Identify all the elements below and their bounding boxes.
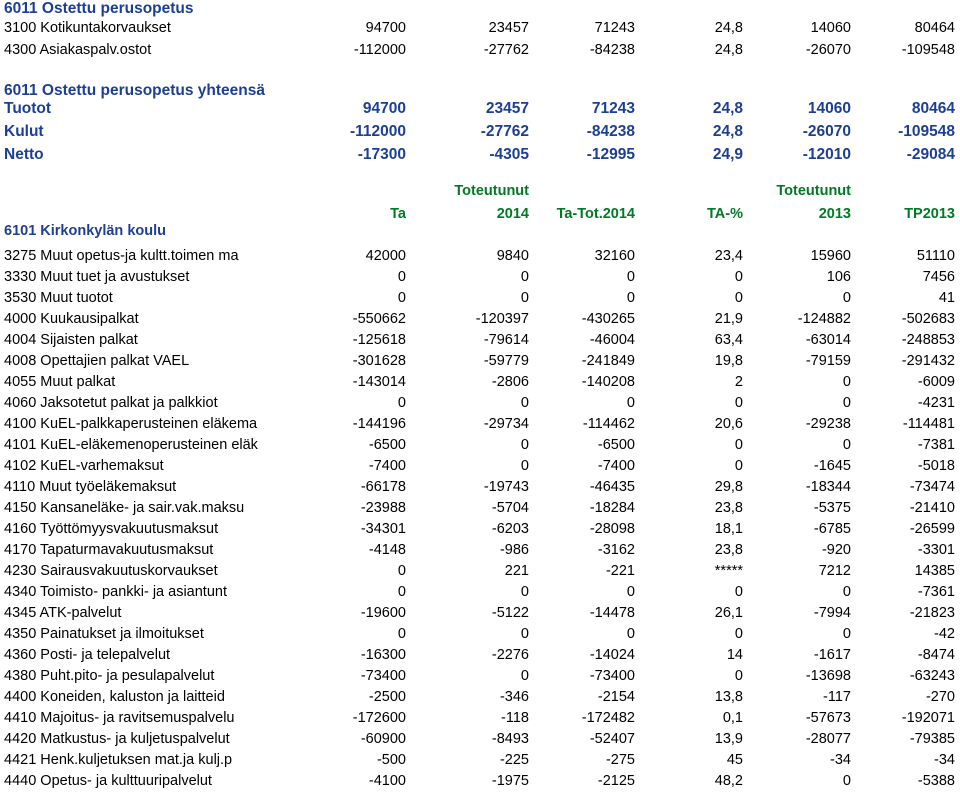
cell-ta-tot: -46004 bbox=[589, 332, 635, 348]
table-row bbox=[0, 497, 960, 519]
cell-tp2013: -4231 bbox=[917, 395, 955, 411]
cell-ta: -19600 bbox=[360, 605, 406, 621]
cell-ta-pct: 13,9 bbox=[714, 731, 743, 747]
cell-toteutunut-2014: -8493 bbox=[491, 731, 529, 747]
cell-ta-tot: 0 bbox=[626, 626, 635, 642]
header-ta: Ta bbox=[390, 206, 406, 222]
table-row bbox=[0, 17, 960, 39]
cell-ta-tot: -14478 bbox=[589, 605, 635, 621]
cell-ta: 42000 bbox=[365, 248, 406, 264]
cell-ta-tot: 71243 bbox=[591, 100, 635, 117]
cell-tp2013: -21823 bbox=[909, 605, 955, 621]
table-row bbox=[0, 371, 960, 393]
cell-ta-pct: 23,8 bbox=[714, 500, 743, 516]
cell-toteutunut-2013: 0 bbox=[842, 773, 851, 789]
row-label: 3275 Muut opetus-ja kultt.toimen ma bbox=[4, 248, 239, 264]
cell-toteutunut-2014: 0 bbox=[520, 437, 529, 453]
cell-toteutunut-2014: -19743 bbox=[483, 479, 529, 495]
cell-tp2013: -3301 bbox=[917, 542, 955, 558]
cell-toteutunut-2014: 0 bbox=[520, 290, 529, 306]
cell-toteutunut-2013: -34 bbox=[830, 752, 851, 768]
cell-ta-tot: -2154 bbox=[597, 689, 635, 705]
cell-toteutunut-2013: 0 bbox=[842, 437, 851, 453]
header-ta-tot: Ta-Tot.2014 bbox=[556, 206, 635, 222]
row-label: 3100 Kotikuntakorvaukset bbox=[4, 20, 171, 36]
cell-toteutunut-2014: -225 bbox=[499, 752, 529, 768]
cell-tp2013: -7381 bbox=[917, 437, 955, 453]
cell-toteutunut-2014: 0 bbox=[520, 269, 529, 285]
cell-ta: 94700 bbox=[362, 100, 406, 117]
cell-ta-pct: 0 bbox=[734, 626, 743, 642]
row-label: 4300 Asiakaspalv.ostot bbox=[4, 42, 152, 58]
cell-toteutunut-2013: 0 bbox=[842, 626, 851, 642]
cell-toteutunut-2013: -124882 bbox=[797, 311, 851, 327]
row-label: 4102 KuEL-varhemaksut bbox=[4, 458, 164, 474]
cell-ta-tot: 0 bbox=[626, 269, 635, 285]
cell-toteutunut-2013: -26070 bbox=[802, 123, 851, 140]
cell-ta: -60900 bbox=[360, 731, 406, 747]
cell-tp2013: -192071 bbox=[901, 710, 955, 726]
cell-toteutunut-2014: -6203 bbox=[491, 521, 529, 537]
table-row bbox=[0, 518, 960, 540]
cell-ta-tot: -275 bbox=[605, 752, 635, 768]
cell-toteutunut-2013: -117 bbox=[823, 689, 851, 705]
cell-ta-pct: 13,8 bbox=[714, 689, 743, 705]
cell-ta-tot: -172482 bbox=[581, 710, 635, 726]
cell-toteutunut-2014: -4305 bbox=[489, 146, 529, 163]
cell-toteutunut-2014: 0 bbox=[520, 458, 529, 474]
cell-ta-tot: -430265 bbox=[581, 311, 635, 327]
table-row bbox=[0, 121, 960, 143]
cell-ta: -144196 bbox=[352, 416, 406, 432]
cell-toteutunut-2014: -27762 bbox=[480, 123, 529, 140]
table-row bbox=[0, 644, 960, 666]
table-row bbox=[0, 287, 960, 309]
table-row bbox=[0, 686, 960, 708]
cell-toteutunut-2014: 0 bbox=[520, 584, 529, 600]
header-2013: 2013 bbox=[818, 206, 851, 222]
section-title: 6101 Kirkonkylän koulu bbox=[4, 223, 166, 239]
row-label: 4400 Koneiden, kaluston ja laitteid bbox=[4, 689, 225, 705]
cell-toteutunut-2013: -5375 bbox=[813, 500, 851, 516]
cell-ta-pct: 0 bbox=[734, 437, 743, 453]
row-label: Tuotot bbox=[4, 100, 52, 117]
cell-tp2013: -73474 bbox=[909, 479, 955, 495]
cell-ta-pct: 0 bbox=[734, 269, 743, 285]
cell-ta-tot: -14024 bbox=[589, 647, 635, 663]
cell-ta: -7400 bbox=[368, 458, 406, 474]
cell-ta: -17300 bbox=[357, 146, 406, 163]
cell-ta: -143014 bbox=[352, 374, 406, 390]
row-label: 4230 Sairausvakuutuskorvaukset bbox=[4, 563, 218, 579]
row-label: Kulut bbox=[4, 123, 44, 140]
cell-ta-pct: 48,2 bbox=[714, 773, 743, 789]
cell-toteutunut-2013: -57673 bbox=[805, 710, 851, 726]
cell-ta: -125618 bbox=[352, 332, 406, 348]
cell-tp2013: -5388 bbox=[917, 773, 955, 789]
table-row bbox=[0, 707, 960, 729]
header-toteutunut-2013: Toteutunut bbox=[776, 183, 851, 199]
cell-toteutunut-2014: -5704 bbox=[491, 500, 529, 516]
header-2014: 2014 bbox=[496, 206, 529, 222]
row-label: 4420 Matkustus- ja kuljetuspalvelut bbox=[4, 731, 230, 747]
cell-ta-tot: -46435 bbox=[589, 479, 635, 495]
cell-ta-pct: 26,1 bbox=[714, 605, 743, 621]
cell-tp2013: -291432 bbox=[901, 353, 955, 369]
row-label: 4004 Sijaisten palkat bbox=[4, 332, 138, 348]
cell-tp2013: -21410 bbox=[909, 500, 955, 516]
cell-ta-tot: -28098 bbox=[589, 521, 635, 537]
table-row bbox=[0, 665, 960, 687]
row-label: 4410 Majoitus- ja ravitsemuspalvelu bbox=[4, 710, 235, 726]
cell-tp2013: 14385 bbox=[914, 563, 955, 579]
cell-toteutunut-2013: -79159 bbox=[805, 353, 851, 369]
cell-toteutunut-2013: -12010 bbox=[802, 146, 851, 163]
cell-toteutunut-2013: 0 bbox=[842, 395, 851, 411]
cell-ta-pct: 0 bbox=[734, 290, 743, 306]
cell-ta-tot: 0 bbox=[626, 584, 635, 600]
row-label: 4345 ATK-palvelut bbox=[4, 605, 122, 621]
row-label: 3530 Muut tuotot bbox=[4, 290, 113, 306]
cell-ta-tot: -3162 bbox=[597, 542, 635, 558]
row-label: 4101 KuEL-eläkemenoperusteinen eläk bbox=[4, 437, 258, 453]
table-row bbox=[0, 455, 960, 477]
cell-ta: 94700 bbox=[365, 20, 406, 36]
cell-ta-pct: 63,4 bbox=[714, 332, 743, 348]
cell-ta: -73400 bbox=[360, 668, 406, 684]
row-label: 4110 Muut työeläkemaksut bbox=[4, 479, 177, 495]
table-row bbox=[0, 581, 960, 603]
table-row bbox=[0, 602, 960, 624]
row-label: 4340 Toimisto- pankki- ja asiantunt bbox=[4, 584, 227, 600]
cell-tp2013: -7361 bbox=[917, 584, 955, 600]
cell-ta-pct: 14 bbox=[726, 647, 743, 663]
cell-ta-pct: 0 bbox=[734, 584, 743, 600]
cell-tp2013: -42 bbox=[934, 626, 955, 642]
row-label: 4160 Työttömyysvakuutusmaksut bbox=[4, 521, 219, 537]
cell-ta-pct: ***** bbox=[714, 563, 743, 579]
cell-tp2013: -8474 bbox=[917, 647, 955, 663]
cell-tp2013: -502683 bbox=[901, 311, 955, 327]
cell-toteutunut-2014: -346 bbox=[499, 689, 529, 705]
cell-toteutunut-2014: 0 bbox=[520, 668, 529, 684]
cell-ta: 0 bbox=[397, 269, 406, 285]
cell-ta-pct: 24,8 bbox=[714, 20, 743, 36]
table-row bbox=[0, 245, 960, 267]
row-label: 4060 Jaksotetut palkat ja palkkiot bbox=[4, 395, 218, 411]
cell-ta-pct: 23,4 bbox=[714, 248, 743, 264]
row-label: 4170 Tapaturmavakuutusmaksut bbox=[4, 542, 214, 558]
cell-ta: 0 bbox=[397, 563, 406, 579]
cell-tp2013: 41 bbox=[938, 290, 955, 306]
table-row bbox=[0, 623, 960, 645]
cell-ta-tot: -52407 bbox=[589, 731, 635, 747]
section-6101-title-row bbox=[0, 220, 960, 242]
row-label: 4055 Muut palkat bbox=[4, 374, 116, 390]
cell-tp2013: -114481 bbox=[902, 416, 955, 432]
cell-toteutunut-2013: 0 bbox=[842, 584, 851, 600]
row-label: 4000 Kuukausipalkat bbox=[4, 311, 139, 327]
cell-ta-pct: 0 bbox=[734, 668, 743, 684]
cell-ta-pct: 0,1 bbox=[722, 710, 743, 726]
table-row bbox=[0, 434, 960, 456]
cell-ta-pct: 19,8 bbox=[714, 353, 743, 369]
cell-ta: 0 bbox=[397, 290, 406, 306]
cell-ta: -500 bbox=[376, 752, 406, 768]
cell-toteutunut-2014: 0 bbox=[520, 626, 529, 642]
cell-toteutunut-2013: -13698 bbox=[805, 668, 851, 684]
cell-toteutunut-2013: -18344 bbox=[805, 479, 851, 495]
summary-title: 6011 Ostettu perusopetus yhteensä bbox=[4, 82, 266, 99]
table-row bbox=[0, 39, 960, 61]
cell-ta: -301628 bbox=[352, 353, 406, 369]
cell-toteutunut-2014: 23457 bbox=[488, 20, 529, 36]
cell-ta: -66178 bbox=[360, 479, 406, 495]
cell-toteutunut-2014: -118 bbox=[501, 710, 529, 726]
cell-ta-tot: -221 bbox=[605, 563, 635, 579]
cell-toteutunut-2013: -920 bbox=[821, 542, 851, 558]
header-toteutunut-2014: Toteutunut bbox=[454, 183, 529, 199]
cell-ta-pct: 2 bbox=[734, 374, 743, 390]
row-label: 4380 Puht.pito- ja pesulapalvelut bbox=[4, 668, 215, 684]
cell-tp2013: -79385 bbox=[909, 731, 955, 747]
section-title: 6011 Ostettu perusopetus bbox=[4, 0, 194, 17]
cell-toteutunut-2013: 106 bbox=[826, 269, 851, 285]
cell-toteutunut-2014: -59779 bbox=[483, 353, 529, 369]
table-row bbox=[0, 308, 960, 330]
cell-toteutunut-2013: 14060 bbox=[810, 20, 851, 36]
cell-ta: 0 bbox=[397, 626, 406, 642]
cell-ta-tot: -6500 bbox=[597, 437, 635, 453]
cell-toteutunut-2013: -1617 bbox=[813, 647, 851, 663]
cell-toteutunut-2014: -1975 bbox=[491, 773, 529, 789]
cell-tp2013: 80464 bbox=[911, 100, 955, 117]
table-row bbox=[0, 392, 960, 414]
cell-toteutunut-2013: -28077 bbox=[805, 731, 851, 747]
cell-toteutunut-2013: -1645 bbox=[813, 458, 851, 474]
cell-ta-tot: 0 bbox=[626, 290, 635, 306]
cell-ta-pct: 18,1 bbox=[714, 521, 743, 537]
cell-tp2013: -5018 bbox=[917, 458, 955, 474]
cell-ta: -4148 bbox=[368, 542, 406, 558]
table-row bbox=[0, 329, 960, 351]
row-label: 4100 KuEL-palkkaperusteinen eläkema bbox=[4, 416, 258, 432]
cell-ta-tot: 71243 bbox=[594, 20, 635, 36]
table-row bbox=[0, 560, 960, 582]
cell-toteutunut-2014: -29734 bbox=[483, 416, 529, 432]
table-row bbox=[0, 413, 960, 435]
cell-ta-pct: 0 bbox=[734, 458, 743, 474]
cell-ta-pct: 21,9 bbox=[714, 311, 743, 327]
row-label: Netto bbox=[4, 146, 44, 163]
table-row bbox=[0, 539, 960, 561]
table-row bbox=[0, 98, 960, 120]
cell-toteutunut-2014: 0 bbox=[520, 395, 529, 411]
cell-ta-tot: -241849 bbox=[581, 353, 635, 369]
cell-toteutunut-2014: 23457 bbox=[485, 100, 529, 117]
cell-ta-pct: 24,9 bbox=[712, 146, 743, 163]
table-row bbox=[0, 350, 960, 372]
table-row bbox=[0, 476, 960, 498]
cell-tp2013: -109548 bbox=[898, 123, 955, 140]
cell-toteutunut-2013: -29238 bbox=[805, 416, 851, 432]
cell-ta: -34301 bbox=[360, 521, 406, 537]
cell-ta-tot: -114462 bbox=[582, 416, 635, 432]
cell-ta: 0 bbox=[397, 584, 406, 600]
cell-toteutunut-2013: 7212 bbox=[818, 563, 851, 579]
row-label: 3330 Muut tuet ja avustukset bbox=[4, 269, 190, 285]
cell-ta: -4100 bbox=[368, 773, 406, 789]
cell-ta-tot: 32160 bbox=[594, 248, 635, 264]
table-row bbox=[0, 266, 960, 288]
cell-ta-pct: 45 bbox=[726, 752, 743, 768]
header-tp2013: TP2013 bbox=[904, 206, 955, 222]
cell-tp2013: -248853 bbox=[901, 332, 955, 348]
cell-toteutunut-2014: 221 bbox=[504, 563, 529, 579]
cell-tp2013: 80464 bbox=[914, 20, 955, 36]
cell-tp2013: -34 bbox=[934, 752, 955, 768]
row-label: 4150 Kansaneläke- ja sair.vak.maksu bbox=[4, 500, 245, 516]
header-ta-pct: TA-% bbox=[707, 206, 743, 222]
cell-ta: -23988 bbox=[360, 500, 406, 516]
table-row bbox=[0, 144, 960, 166]
cell-toteutunut-2014: -986 bbox=[499, 542, 529, 558]
table-row bbox=[0, 770, 960, 792]
cell-tp2013: -26599 bbox=[909, 521, 955, 537]
row-label: 4421 Henk.kuljetuksen mat.ja kulj.p bbox=[4, 752, 233, 768]
cell-ta-tot: -84238 bbox=[586, 123, 635, 140]
cell-ta-tot: -18284 bbox=[589, 500, 635, 516]
cell-toteutunut-2013: -26070 bbox=[805, 42, 851, 58]
cell-toteutunut-2013: 15960 bbox=[810, 248, 851, 264]
cell-toteutunut-2014: -2276 bbox=[491, 647, 529, 663]
cell-tp2013: -63243 bbox=[909, 668, 955, 684]
cell-tp2013: -6009 bbox=[917, 374, 955, 390]
cell-toteutunut-2013: 0 bbox=[842, 374, 851, 390]
row-label: 4350 Painatukset ja ilmoitukset bbox=[4, 626, 204, 642]
cell-ta: -112000 bbox=[353, 42, 406, 58]
cell-ta: -16300 bbox=[360, 647, 406, 663]
cell-tp2013: -109548 bbox=[901, 42, 955, 58]
cell-ta-pct: 24,8 bbox=[714, 42, 743, 58]
cell-ta-pct: 29,8 bbox=[714, 479, 743, 495]
cell-ta-pct: 23,8 bbox=[714, 542, 743, 558]
cell-ta-tot: -140208 bbox=[581, 374, 635, 390]
cell-tp2013: 7456 bbox=[922, 269, 955, 285]
cell-ta-tot: -2125 bbox=[597, 773, 635, 789]
cell-ta-tot: 0 bbox=[626, 395, 635, 411]
cell-ta-tot: -84238 bbox=[589, 42, 635, 58]
cell-ta: -172600 bbox=[352, 710, 406, 726]
header-row-top bbox=[0, 180, 960, 202]
cell-toteutunut-2013: -7994 bbox=[813, 605, 851, 621]
cell-toteutunut-2014: 9840 bbox=[496, 248, 529, 264]
cell-ta: -6500 bbox=[368, 437, 406, 453]
cell-toteutunut-2014: -2806 bbox=[491, 374, 529, 390]
cell-ta-pct: 24,8 bbox=[712, 100, 743, 117]
table-row bbox=[0, 749, 960, 771]
row-label: 4008 Opettajien palkat VAEL bbox=[4, 353, 190, 369]
cell-toteutunut-2013: 0 bbox=[842, 290, 851, 306]
table-row bbox=[0, 728, 960, 750]
row-label: 4360 Posti- ja telepalvelut bbox=[4, 647, 171, 663]
cell-ta: 0 bbox=[397, 395, 406, 411]
cell-ta-tot: -73400 bbox=[589, 668, 635, 684]
cell-toteutunut-2014: -79614 bbox=[483, 332, 529, 348]
cell-ta-tot: -12995 bbox=[586, 146, 635, 163]
cell-toteutunut-2014: -27762 bbox=[483, 42, 529, 58]
cell-tp2013: -270 bbox=[925, 689, 955, 705]
cell-toteutunut-2013: -6785 bbox=[813, 521, 851, 537]
cell-ta-pct: 0 bbox=[734, 395, 743, 411]
cell-toteutunut-2014: -120397 bbox=[475, 311, 529, 327]
cell-ta: -550662 bbox=[352, 311, 406, 327]
cell-tp2013: 51110 bbox=[916, 248, 955, 264]
cell-tp2013: -29084 bbox=[906, 146, 955, 163]
cell-ta: -112000 bbox=[349, 123, 406, 140]
cell-ta-tot: -7400 bbox=[597, 458, 635, 474]
cell-ta: -2500 bbox=[368, 689, 406, 705]
cell-toteutunut-2013: -63014 bbox=[805, 332, 851, 348]
cell-ta-pct: 24,8 bbox=[712, 123, 743, 140]
row-label: 4440 Opetus- ja kulttuuripalvelut bbox=[4, 773, 212, 789]
cell-toteutunut-2013: 14060 bbox=[807, 100, 851, 117]
cell-toteutunut-2014: -5122 bbox=[491, 605, 529, 621]
cell-ta-pct: 20,6 bbox=[714, 416, 743, 432]
